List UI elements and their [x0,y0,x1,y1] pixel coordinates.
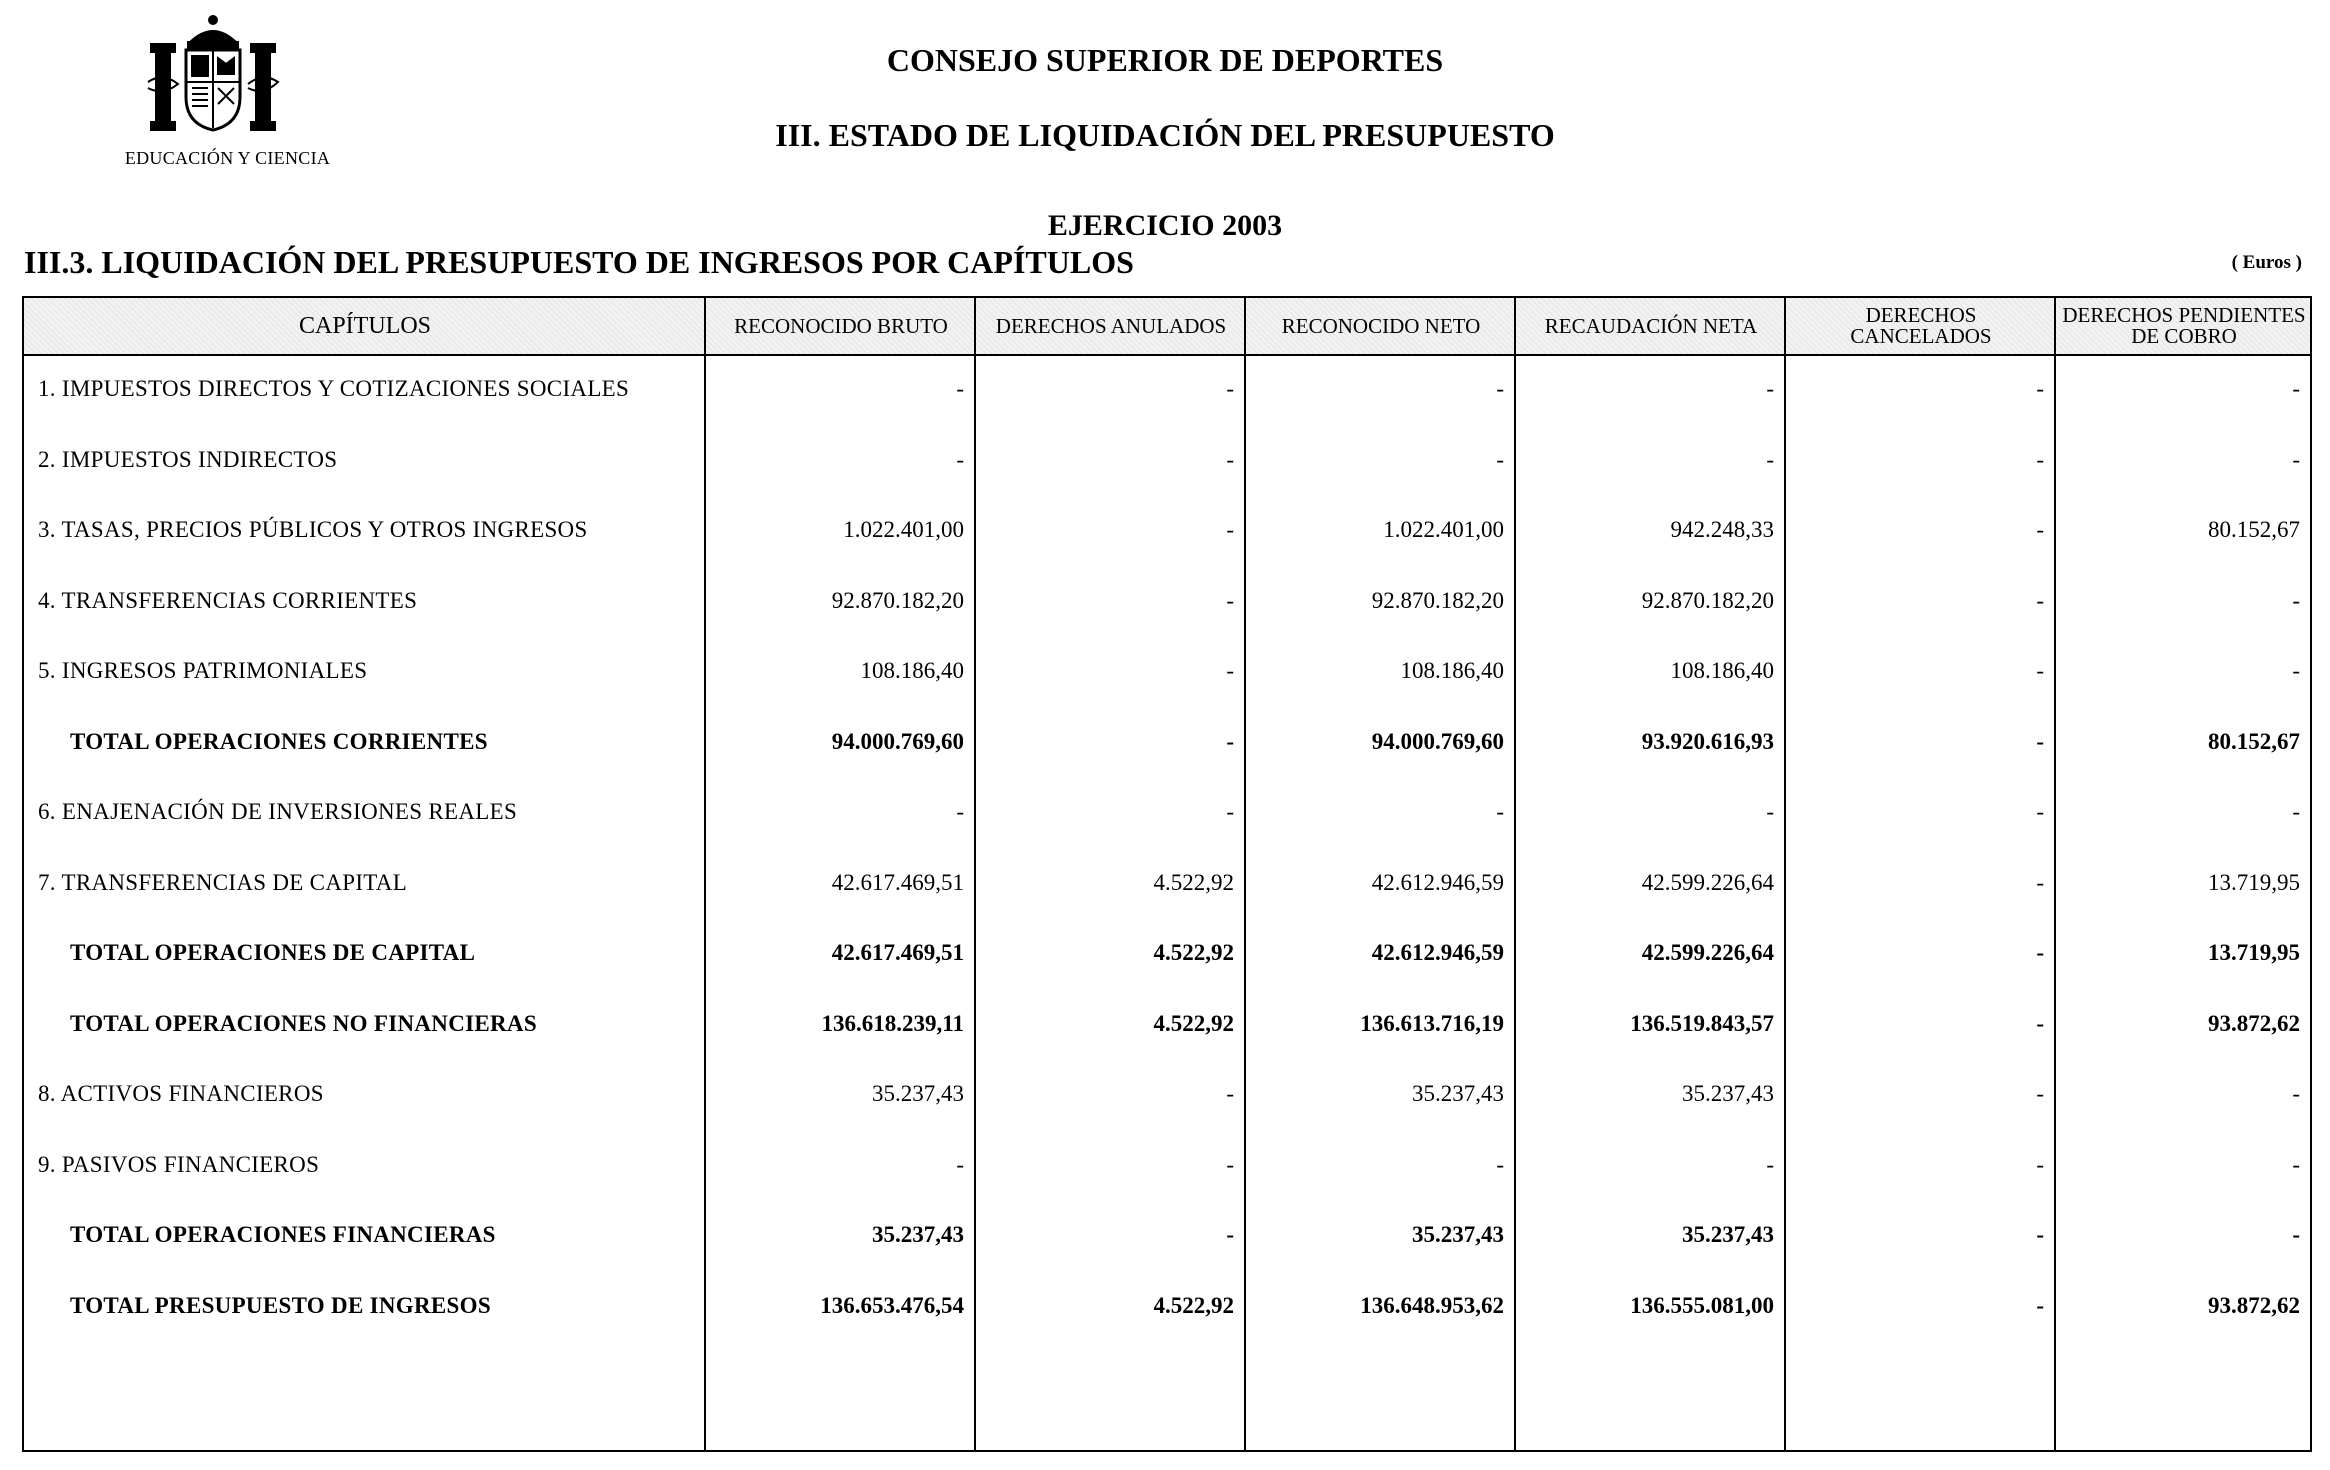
row-value: 42.617.469,51 [831,869,964,895]
table-header [24,298,2310,356]
table-total-row [24,989,2310,1059]
row-value: - [1226,517,1234,542]
row-value: - [956,446,964,472]
document-subtitle: III. ESTADO DE LIQUIDACIÓN DEL PRESUPUESTO [775,117,1555,153]
row-value: - [2292,587,2300,613]
table-row [24,425,2310,495]
table-row [24,848,2310,918]
column-header-gross-recognized: RECONOCIDO BRUTO [734,313,948,338]
row-value: 136.555.081,00 [1630,1292,1774,1318]
row-value: - [1226,376,1234,401]
row-value: - [1226,799,1234,824]
row-value: 80.152,67 [2208,517,2300,542]
row-value: - [1226,728,1234,754]
table-row [24,354,2310,424]
row-value: 13.719,95 [2208,869,2300,895]
row-value: - [2036,1222,2044,1247]
table-row [24,777,2310,847]
table-row [24,636,2310,706]
column-header-net-recognized: RECONOCIDO NETO [1281,313,1481,338]
row-value: 42.599.226,64 [1641,869,1774,895]
table-total-row [24,918,2310,988]
row-label: 4. TRANSFERENCIAS CORRIENTES [38,587,418,613]
row-label: 8. ACTIVOS FINANCIEROS [38,1081,324,1106]
column-header-pending-collection: DERECHOS PENDIENTES DE COBRO [2062,303,2306,348]
column-header-rights-cancelled: DERECHOS CANCELADOS [1850,303,1992,348]
row-value: 108.186,40 [860,658,964,683]
row-value: 93.872,62 [2208,1010,2300,1036]
row-value: 4.522,92 [1153,940,1234,965]
row-value: 35.237,43 [1412,1222,1504,1247]
row-value: 4.522,92 [1153,1292,1234,1318]
row-value: 942.248,33 [1670,517,1774,542]
row-value: - [2292,1222,2300,1247]
row-value: - [1766,376,1774,401]
row-value: - [1226,1081,1234,1106]
row-value: 136.613.716,19 [1360,1010,1504,1036]
section-title: III.3. LIQUIDACIÓN DEL PRESUPUESTO DE INGRESOS POR CAPÍTULOS [24,244,1134,280]
row-value: - [2036,1010,2044,1036]
row-value: - [1496,1151,1504,1177]
row-label: 9. PASIVOS FINANCIEROS [38,1151,320,1177]
row-value: 35.237,43 [1412,1081,1504,1106]
row-value: 42.617.469,51 [831,940,964,965]
row-value: - [2292,658,2300,683]
row-value: 42.612.946,59 [1371,940,1504,965]
row-value: 1.022.401,00 [843,517,964,542]
row-value: - [1226,1222,1234,1247]
row-value: 35.237,43 [872,1222,964,1247]
row-value: - [1496,799,1504,824]
row-value: - [1766,446,1774,472]
table-row [24,1059,2310,1129]
ministry-name: EDUCACIÓN Y CIENCIA [124,148,331,168]
fiscal-year: EJERCICIO 2003 [1047,209,1283,242]
row-value: - [1496,376,1504,401]
row-value: 4.522,92 [1153,1010,1234,1036]
row-value: 93.872,62 [2208,1292,2300,1318]
table-total-row [24,707,2310,777]
currency-units: ( Euros ) [2231,252,2302,273]
row-value: - [2036,658,2044,683]
table-row [24,566,2310,636]
row-value: - [2292,799,2300,824]
row-value: - [1226,587,1234,613]
row-value: - [2036,517,2044,542]
row-value: - [2292,1081,2300,1106]
table-row [24,1130,2310,1200]
row-value: 35.237,43 [1682,1081,1774,1106]
row-value: - [2036,799,2044,824]
row-label: 1. IMPUESTOS DIRECTOS Y COTIZACIONES SOCIALES [38,376,630,401]
column-header-rights-cancelled-annulled: DERECHOS ANULADOS [995,313,1227,338]
row-value: - [2036,1292,2044,1318]
column-header-net-collection: RECAUDACIÓN NETA [1544,313,1758,338]
row-value: 1.022.401,00 [1383,517,1504,542]
row-value: - [1226,1151,1234,1177]
row-label: 7. TRANSFERENCIAS DE CAPITAL [38,869,408,895]
row-value: 94.000.769,60 [1371,728,1504,754]
row-value: - [956,376,964,401]
row-value: 42.612.946,59 [1371,869,1504,895]
row-value: - [2036,728,2044,754]
row-value: 80.152,67 [2208,728,2300,754]
income-budget-table [22,296,2312,1452]
table-total-row [24,1271,2310,1341]
row-value: 136.653.476,54 [820,1292,964,1318]
row-value: - [1766,799,1774,824]
row-label: TOTAL PRESUPUESTO DE INGRESOS [70,1292,491,1318]
row-value: - [2036,1081,2044,1106]
row-value: 92.870.182,20 [1371,587,1504,613]
row-label: TOTAL OPERACIONES DE CAPITAL [70,940,476,965]
row-value: - [2036,376,2044,401]
row-value: 4.522,92 [1153,869,1234,895]
row-value: - [2292,446,2300,472]
row-value: 93.920.616,93 [1641,728,1774,754]
row-value: - [1766,1151,1774,1177]
row-label: 2. IMPUESTOS INDIRECTOS [38,446,338,472]
row-value: 92.870.182,20 [831,587,964,613]
row-value: 42.599.226,64 [1641,940,1774,965]
row-value: - [2292,1151,2300,1177]
row-label: TOTAL OPERACIONES CORRIENTES [70,728,488,754]
organization-title: CONSEJO SUPERIOR DE DEPORTES [886,42,1444,78]
row-value: - [2036,1151,2044,1177]
row-value: 136.648.953,62 [1360,1292,1504,1318]
row-label: 6. ENAJENACIÓN DE INVERSIONES REALES [38,799,518,824]
row-label: 3. TASAS, PRECIOS PÚBLICOS Y OTROS INGRESOS [38,517,588,542]
row-value: - [2036,446,2044,472]
row-value: 13.719,95 [2208,940,2300,965]
row-label: TOTAL OPERACIONES FINANCIERAS [70,1222,496,1247]
row-value: 35.237,43 [872,1081,964,1106]
row-value: - [2036,869,2044,895]
row-label: 5. INGRESOS PATRIMONIALES [38,658,368,683]
row-label: TOTAL OPERACIONES NO FINANCIERAS [70,1010,537,1036]
column-header-chapters: CAPÍTULOS [298,312,431,339]
row-value: - [1226,658,1234,683]
row-value: 108.186,40 [1400,658,1504,683]
row-value: - [956,799,964,824]
row-value: - [956,1151,964,1177]
row-value: 108.186,40 [1670,658,1774,683]
row-value: - [1496,446,1504,472]
row-value: - [2036,587,2044,613]
row-value: 136.618.239,11 [821,1010,964,1036]
row-value: 136.519.843,57 [1630,1010,1774,1036]
table-total-row [24,1200,2310,1270]
table-row [24,495,2310,565]
row-value: 35.237,43 [1682,1222,1774,1247]
row-value: 92.870.182,20 [1641,587,1774,613]
row-value: - [2292,376,2300,401]
row-value: - [2036,940,2044,965]
row-value: 94.000.769,60 [831,728,964,754]
row-value: - [1226,446,1234,472]
